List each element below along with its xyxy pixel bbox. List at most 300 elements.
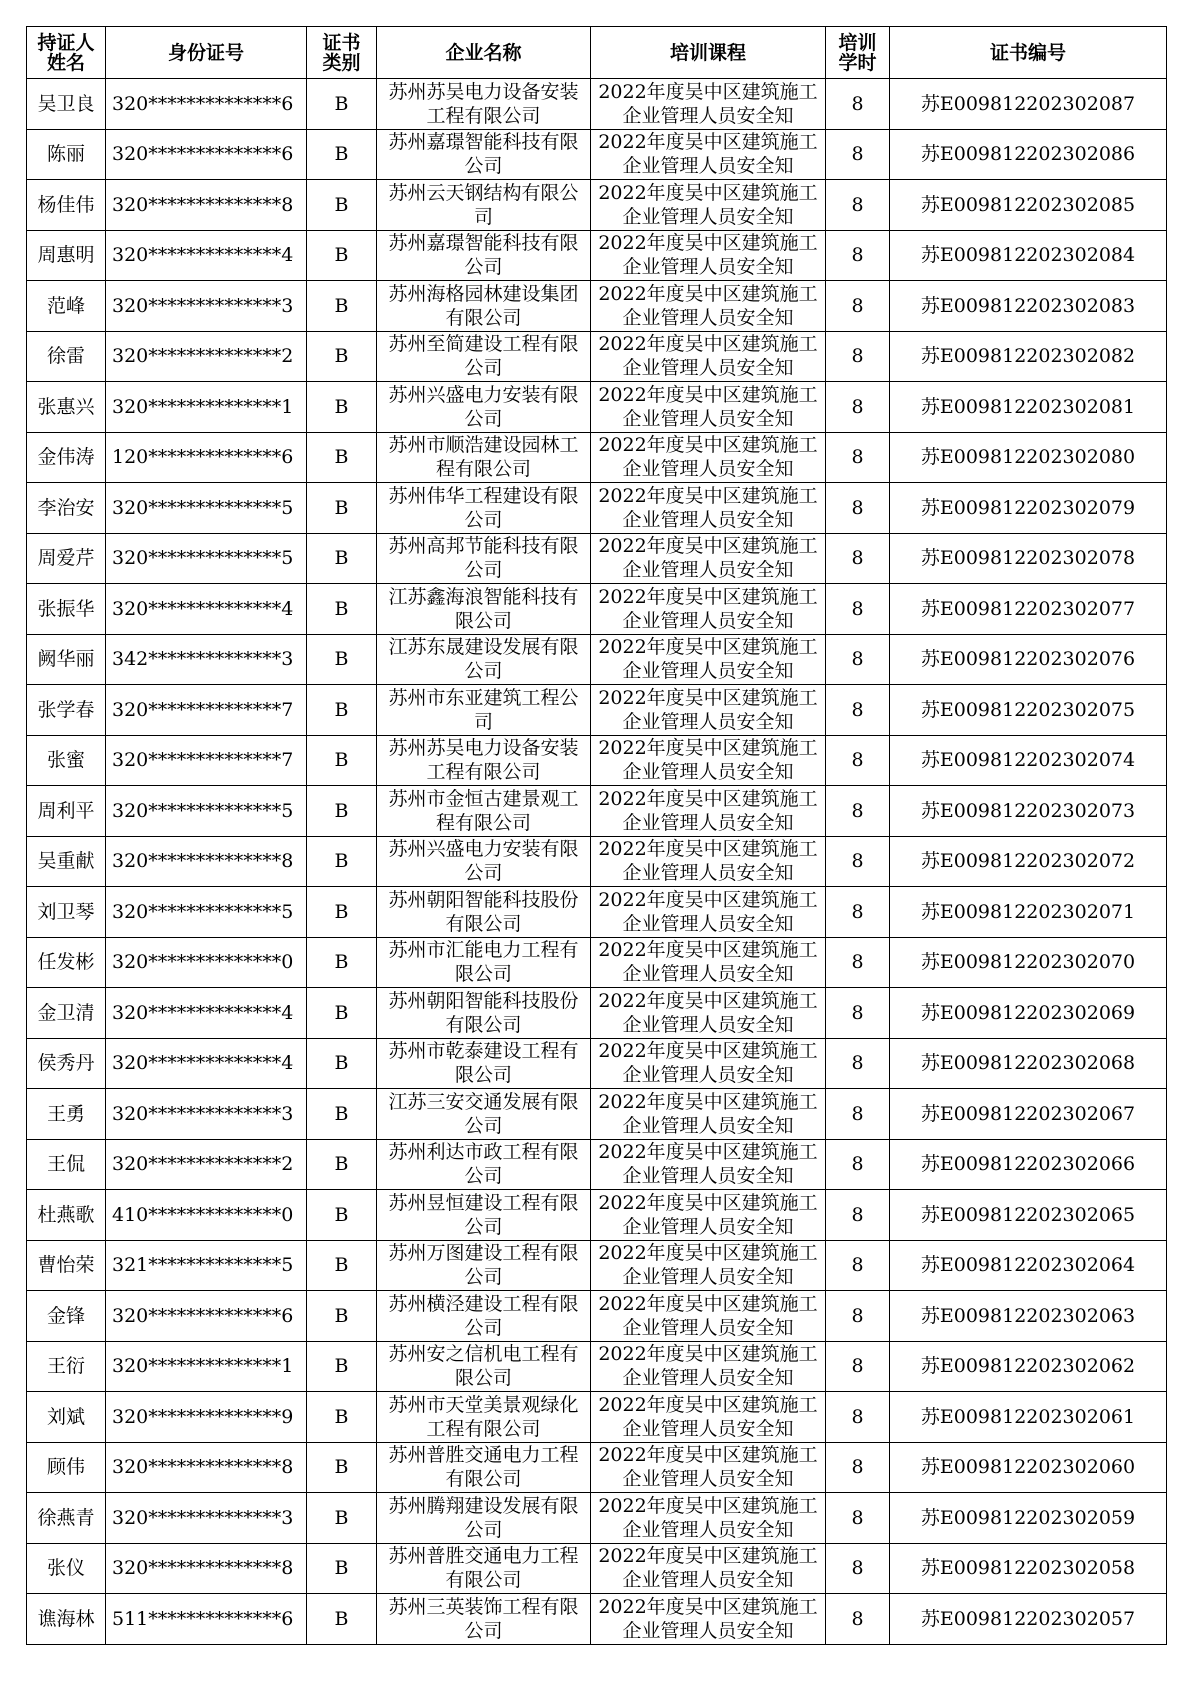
header-cert-type-line2: 类别 [322,51,361,74]
table-row [27,1038,1167,1089]
cell-cert-type: B [307,685,377,736]
table-header-row [27,27,1167,79]
cell-course [591,584,826,635]
cell-hours: 8 [826,1493,890,1544]
cell-name: 周爱芹 [27,533,106,584]
cell-company [377,1291,591,1342]
cell-id-number: 320**************5 [106,887,307,938]
table-row [27,836,1167,887]
cell-cert-no: 苏E009812202302084 [890,230,1167,281]
company-text: 苏州市乾泰建设工程有限公司 [388,1040,579,1087]
table-row [27,1240,1167,1291]
cell-company [377,1089,591,1140]
cell-company [377,685,591,736]
cell-company [377,180,591,231]
cell-cert-no: 苏E009812202302057 [890,1594,1167,1645]
header-name-line1: 持证人 [37,31,95,54]
cell-cert-type: B [307,483,377,534]
cell-cert-no: 苏E009812202302072 [890,836,1167,887]
cell-id-number: 410**************0 [106,1190,307,1241]
cell-course [591,1291,826,1342]
cell-cert-type: B [307,1038,377,1089]
cell-hours: 8 [826,1139,890,1190]
cell-course [591,230,826,281]
table-row [27,1493,1167,1544]
cell-hours: 8 [826,1341,890,1392]
company-text: 江苏三安交通发展有限公司 [388,1090,579,1137]
cell-cert-type: B [307,887,377,938]
cell-cert-type: B [307,937,377,988]
cell-course [591,786,826,837]
cell-cert-type: B [307,584,377,635]
cell-company [377,887,591,938]
cell-course [591,483,826,534]
cell-course [591,685,826,736]
cell-cert-type: B [307,1089,377,1140]
table-row [27,584,1167,635]
cell-name: 杨佳伟 [27,180,106,231]
cell-course [591,180,826,231]
cell-cert-type: B [307,1190,377,1241]
course-text: 2022年度吴中区建筑施工企业管理人员安全知 [598,282,818,329]
cell-name: 任发彬 [27,937,106,988]
course-text: 2022年度吴中区建筑施工企业管理人员安全知 [598,333,818,380]
cell-name: 范峰 [27,281,106,332]
cell-cert-no: 苏E009812202302079 [890,483,1167,534]
cell-cert-no: 苏E009812202302083 [890,281,1167,332]
course-text: 2022年度吴中区建筑施工企业管理人员安全知 [598,737,818,784]
cell-cert-type: B [307,331,377,382]
course-text: 2022年度吴中区建筑施工企业管理人员安全知 [598,585,818,632]
cell-cert-no: 苏E009812202302064 [890,1240,1167,1291]
course-text: 2022年度吴中区建筑施工企业管理人员安全知 [598,1393,818,1440]
course-text: 2022年度吴中区建筑施工企业管理人员安全知 [598,1242,818,1289]
cell-company [377,634,591,685]
company-text: 苏州高邦节能科技有限公司 [388,535,579,582]
cell-hours: 8 [826,281,890,332]
table-row [27,331,1167,382]
cell-id-number: 320**************6 [106,129,307,180]
cell-cert-no: 苏E009812202302078 [890,533,1167,584]
table-row [27,735,1167,786]
cell-hours: 8 [826,1240,890,1291]
cell-course [591,735,826,786]
company-text: 江苏东晟建设发展有限公司 [388,636,579,683]
cell-id-number: 320**************4 [106,230,307,281]
cell-hours: 8 [826,331,890,382]
cell-cert-no: 苏E009812202302060 [890,1442,1167,1493]
cell-cert-no: 苏E009812202302067 [890,1089,1167,1140]
cell-hours: 8 [826,1543,890,1594]
cell-course [591,634,826,685]
course-text: 2022年度吴中区建筑施工企业管理人员安全知 [598,1090,818,1137]
cell-hours: 8 [826,1190,890,1241]
header-company: 企业名称 [377,27,591,79]
cell-cert-no: 苏E009812202302066 [890,1139,1167,1190]
company-text: 苏州伟华工程建设有限公司 [388,484,579,531]
cell-cert-type: B [307,735,377,786]
company-text: 苏州市东亚建筑工程公司 [388,686,579,733]
cell-company [377,382,591,433]
cell-name: 陈丽 [27,129,106,180]
cell-course [591,1341,826,1392]
cell-name: 曹怡荣 [27,1240,106,1291]
cell-company [377,1139,591,1190]
company-text: 苏州兴盛电力安装有限公司 [388,838,579,885]
company-text: 苏州苏吴电力设备安装工程有限公司 [388,737,579,784]
cell-cert-type: B [307,230,377,281]
cell-name: 徐雷 [27,331,106,382]
cell-cert-type: B [307,1392,377,1443]
cell-cert-type: B [307,786,377,837]
course-text: 2022年度吴中区建筑施工企业管理人员安全知 [598,838,818,885]
cell-id-number: 320**************8 [106,1442,307,1493]
header-hours [826,27,890,79]
header-id-number: 身份证号 [106,27,307,79]
table-row [27,79,1167,130]
cell-hours: 8 [826,1594,890,1645]
cell-cert-no: 苏E009812202302070 [890,937,1167,988]
cell-course [591,1038,826,1089]
cell-company [377,584,591,635]
cell-id-number: 320**************4 [106,988,307,1039]
cell-course [591,1543,826,1594]
cell-name: 金锋 [27,1291,106,1342]
cell-company [377,1594,591,1645]
cell-name: 谯海林 [27,1594,106,1645]
cell-course [591,1493,826,1544]
cell-course [591,1089,826,1140]
cell-name: 周惠明 [27,230,106,281]
cell-course [591,1190,826,1241]
cell-id-number: 320**************8 [106,180,307,231]
cell-cert-no: 苏E009812202302069 [890,988,1167,1039]
cell-course [591,1240,826,1291]
table-row [27,1139,1167,1190]
cell-hours: 8 [826,735,890,786]
cell-name: 侯秀丹 [27,1038,106,1089]
cell-hours: 8 [826,1392,890,1443]
course-text: 2022年度吴中区建筑施工企业管理人员安全知 [598,131,818,178]
table-body [27,79,1167,1645]
cell-name: 阙华丽 [27,634,106,685]
cell-company [377,735,591,786]
company-text: 苏州普胜交通电力工程有限公司 [388,1545,579,1592]
table-row [27,1190,1167,1241]
cell-company [377,1392,591,1443]
company-text: 苏州海格园林建设集团有限公司 [388,282,579,329]
table-row [27,129,1167,180]
cell-id-number: 320**************1 [106,1341,307,1392]
course-text: 2022年度吴中区建筑施工企业管理人员安全知 [598,1040,818,1087]
company-text: 苏州市汇能电力工程有限公司 [388,939,579,986]
cell-cert-type: B [307,281,377,332]
cell-id-number: 320**************5 [106,483,307,534]
cell-cert-no: 苏E009812202302081 [890,382,1167,433]
cell-course [591,887,826,938]
header-hours-line2: 学时 [838,51,877,74]
company-text: 苏州市顺浩建设园林工程有限公司 [388,434,579,481]
course-text: 2022年度吴中区建筑施工企业管理人员安全知 [598,636,818,683]
table-row [27,1392,1167,1443]
cell-cert-type: B [307,382,377,433]
table-row [27,382,1167,433]
cell-hours: 8 [826,382,890,433]
cell-name: 李治安 [27,483,106,534]
cell-id-number: 320**************3 [106,1493,307,1544]
cell-company [377,281,591,332]
cell-hours: 8 [826,79,890,130]
cell-name: 顾伟 [27,1442,106,1493]
cell-cert-type: B [307,533,377,584]
cell-company [377,533,591,584]
header-name [27,27,106,79]
cell-cert-type: B [307,1543,377,1594]
course-text: 2022年度吴中区建筑施工企业管理人员安全知 [598,989,818,1036]
cell-hours: 8 [826,887,890,938]
course-text: 2022年度吴中区建筑施工企业管理人员安全知 [598,1292,818,1339]
company-text: 苏州兴盛电力安装有限公司 [388,383,579,430]
table-row [27,432,1167,483]
table-row [27,988,1167,1039]
cell-cert-no: 苏E009812202302061 [890,1392,1167,1443]
cell-cert-no: 苏E009812202302075 [890,685,1167,736]
table-row [27,483,1167,534]
cell-cert-type: B [307,1442,377,1493]
cell-course [591,1594,826,1645]
cell-name: 徐燕青 [27,1493,106,1544]
cell-name: 吴重献 [27,836,106,887]
cell-company [377,79,591,130]
table-row [27,1089,1167,1140]
cell-id-number: 320**************2 [106,331,307,382]
cell-id-number: 320**************8 [106,1543,307,1594]
course-text: 2022年度吴中区建筑施工企业管理人员安全知 [598,181,818,228]
cell-company [377,836,591,887]
cell-name: 张惠兴 [27,382,106,433]
cell-course [591,79,826,130]
table-row [27,1442,1167,1493]
company-text: 苏州至简建设工程有限公司 [388,333,579,380]
cell-cert-type: B [307,1291,377,1342]
cell-company [377,1190,591,1241]
cell-name: 张学春 [27,685,106,736]
header-name-line2: 姓名 [46,51,85,74]
company-text: 苏州普胜交通电力工程有限公司 [388,1444,579,1491]
cell-id-number: 320**************4 [106,584,307,635]
company-text: 苏州云天钢结构有限公司 [388,181,579,228]
cell-company [377,937,591,988]
course-text: 2022年度吴中区建筑施工企业管理人员安全知 [598,1444,818,1491]
cell-hours: 8 [826,937,890,988]
cell-name: 刘卫琴 [27,887,106,938]
cell-hours: 8 [826,230,890,281]
cell-company [377,432,591,483]
cell-cert-type: B [307,79,377,130]
cell-cert-no: 苏E009812202302080 [890,432,1167,483]
cell-cert-type: B [307,836,377,887]
table-row [27,634,1167,685]
company-text: 苏州三英装饰工程有限公司 [388,1595,579,1642]
cell-hours: 8 [826,1038,890,1089]
cell-name: 王衍 [27,1341,106,1392]
cell-name: 王勇 [27,1089,106,1140]
company-text: 苏州嘉璟智能科技有限公司 [388,232,579,279]
cell-name: 金卫清 [27,988,106,1039]
cell-id-number: 320**************4 [106,1038,307,1089]
cell-id-number: 321**************5 [106,1240,307,1291]
header-hours-line1: 培训 [838,31,877,54]
cell-hours: 8 [826,129,890,180]
cell-id-number: 320**************0 [106,937,307,988]
table-row [27,786,1167,837]
cell-id-number: 320**************2 [106,1139,307,1190]
cell-company [377,1038,591,1089]
header-cert-no: 证书编号 [890,27,1167,79]
course-text: 2022年度吴中区建筑施工企业管理人员安全知 [598,232,818,279]
course-text: 2022年度吴中区建筑施工企业管理人员安全知 [598,1494,818,1541]
company-text: 苏州朝阳智能科技股份有限公司 [388,888,579,935]
table-row [27,281,1167,332]
cell-course [591,129,826,180]
cell-id-number: 320**************7 [106,735,307,786]
course-text: 2022年度吴中区建筑施工企业管理人员安全知 [598,1595,818,1642]
company-text: 苏州利达市政工程有限公司 [388,1141,579,1188]
cell-id-number: 320**************9 [106,1392,307,1443]
cell-cert-no: 苏E009812202302059 [890,1493,1167,1544]
cell-name: 金伟涛 [27,432,106,483]
cell-hours: 8 [826,786,890,837]
cell-cert-no: 苏E009812202302065 [890,1190,1167,1241]
table-row [27,1341,1167,1392]
cell-company [377,786,591,837]
cell-hours: 8 [826,634,890,685]
cell-id-number: 320**************1 [106,382,307,433]
course-text: 2022年度吴中区建筑施工企业管理人员安全知 [598,1343,818,1390]
cell-company [377,1493,591,1544]
cell-cert-no: 苏E009812202302058 [890,1543,1167,1594]
course-text: 2022年度吴中区建筑施工企业管理人员安全知 [598,434,818,481]
cell-hours: 8 [826,988,890,1039]
cell-hours: 8 [826,180,890,231]
cell-name: 吴卫良 [27,79,106,130]
cell-cert-no: 苏E009812202302062 [890,1341,1167,1392]
table-row [27,1291,1167,1342]
cell-name: 张仪 [27,1543,106,1594]
cell-course [591,1139,826,1190]
cell-cert-type: B [307,634,377,685]
course-text: 2022年度吴中区建筑施工企业管理人员安全知 [598,80,818,127]
course-text: 2022年度吴中区建筑施工企业管理人员安全知 [598,787,818,834]
cell-id-number: 511**************6 [106,1594,307,1645]
cell-id-number: 320**************6 [106,79,307,130]
cell-course [591,281,826,332]
company-text: 苏州腾翔建设发展有限公司 [388,1494,579,1541]
cell-cert-type: B [307,129,377,180]
cell-course [591,1442,826,1493]
table-row [27,887,1167,938]
course-text: 2022年度吴中区建筑施工企业管理人员安全知 [598,686,818,733]
cell-cert-type: B [307,1139,377,1190]
company-text: 苏州苏吴电力设备安装工程有限公司 [388,80,579,127]
cell-id-number: 342**************3 [106,634,307,685]
cell-company [377,129,591,180]
cell-course [591,836,826,887]
cell-hours: 8 [826,1442,890,1493]
cell-cert-no: 苏E009812202302063 [890,1291,1167,1342]
cell-cert-type: B [307,988,377,1039]
header-course: 培训课程 [591,27,826,79]
cell-id-number: 320**************3 [106,281,307,332]
cell-course [591,533,826,584]
cell-hours: 8 [826,1089,890,1140]
cell-cert-no: 苏E009812202302087 [890,79,1167,130]
course-text: 2022年度吴中区建筑施工企业管理人员安全知 [598,888,818,935]
cell-id-number: 320**************8 [106,836,307,887]
cell-cert-type: B [307,1493,377,1544]
cell-company [377,230,591,281]
course-text: 2022年度吴中区建筑施工企业管理人员安全知 [598,383,818,430]
cell-hours: 8 [826,685,890,736]
cell-cert-no: 苏E009812202302085 [890,180,1167,231]
company-text: 苏州市金恒古建景观工程有限公司 [388,787,579,834]
cell-company [377,331,591,382]
table-row [27,937,1167,988]
cell-course [591,1392,826,1443]
table-row [27,533,1167,584]
cell-hours: 8 [826,432,890,483]
cell-cert-no: 苏E009812202302074 [890,735,1167,786]
cell-cert-type: B [307,1341,377,1392]
cell-name: 张蜜 [27,735,106,786]
company-text: 江苏鑫海浪智能科技有限公司 [388,585,579,632]
cell-id-number: 320**************5 [106,786,307,837]
cell-id-number: 320**************7 [106,685,307,736]
table-row [27,685,1167,736]
cell-hours: 8 [826,1291,890,1342]
table-row [27,180,1167,231]
cell-id-number: 320**************6 [106,1291,307,1342]
cell-id-number: 320**************3 [106,1089,307,1140]
company-text: 苏州市天堂美景观绿化工程有限公司 [388,1393,579,1440]
course-text: 2022年度吴中区建筑施工企业管理人员安全知 [598,1545,818,1592]
cell-company [377,483,591,534]
course-text: 2022年度吴中区建筑施工企业管理人员安全知 [598,484,818,531]
cell-hours: 8 [826,836,890,887]
company-text: 苏州安之信机电工程有限公司 [388,1343,579,1390]
cell-hours: 8 [826,483,890,534]
cell-company [377,988,591,1039]
cell-cert-no: 苏E009812202302071 [890,887,1167,938]
cell-course [591,382,826,433]
cell-cert-no: 苏E009812202302076 [890,634,1167,685]
cell-id-number: 320**************5 [106,533,307,584]
cell-company [377,1240,591,1291]
table-row [27,230,1167,281]
cell-company [377,1543,591,1594]
cell-name: 杜燕歌 [27,1190,106,1241]
company-text: 苏州嘉璟智能科技有限公司 [388,131,579,178]
course-text: 2022年度吴中区建筑施工企业管理人员安全知 [598,1191,818,1238]
company-text: 苏州万图建设工程有限公司 [388,1242,579,1289]
cell-cert-type: B [307,432,377,483]
cell-hours: 8 [826,584,890,635]
cell-course [591,432,826,483]
course-text: 2022年度吴中区建筑施工企业管理人员安全知 [598,939,818,986]
cell-course [591,937,826,988]
cell-cert-type: B [307,1240,377,1291]
cell-name: 周利平 [27,786,106,837]
